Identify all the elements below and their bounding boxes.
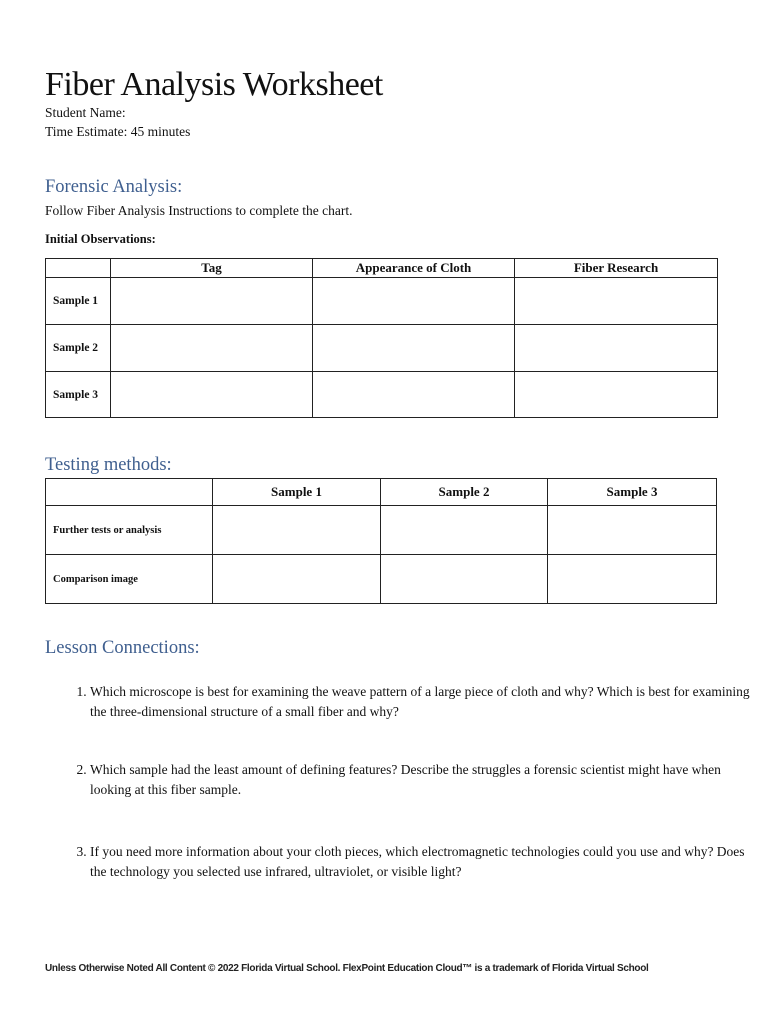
row-label: Sample 3 xyxy=(46,372,111,418)
header-sample-1: Sample 1 xyxy=(213,479,381,506)
table-header-row xyxy=(46,479,717,506)
table-row xyxy=(46,555,717,604)
input-cell[interactable] xyxy=(548,555,717,604)
copyright-footer: Unless Otherwise Noted All Content © 2022 Florida Virtual School. FlexPoint Education Cloud™ is a trademark of Florida Virtual School xyxy=(45,963,649,974)
input-cell[interactable] xyxy=(111,325,313,372)
row-label: Further tests or analysis xyxy=(46,506,213,555)
header-cell xyxy=(46,479,213,506)
input-cell[interactable] xyxy=(515,278,718,325)
input-cell[interactable] xyxy=(381,506,548,555)
row-label: Sample 1 xyxy=(46,278,111,325)
initial-observations-table xyxy=(45,258,718,418)
header-sample-2: Sample 2 xyxy=(381,479,548,506)
table-row xyxy=(46,372,718,418)
row-label: Sample 2 xyxy=(46,325,111,372)
input-cell[interactable] xyxy=(548,506,717,555)
input-cell[interactable] xyxy=(313,372,515,418)
table-header-row xyxy=(46,259,718,278)
input-cell[interactable] xyxy=(111,278,313,325)
input-cell[interactable] xyxy=(515,372,718,418)
forensic-heading: Forensic Analysis: xyxy=(45,177,183,197)
time-estimate: Time Estimate: 45 minutes xyxy=(45,124,191,139)
question-1: 1. Which microscope is best for examining the weave pattern of a large piece of cloth and why? Which is best for examining the three-dimensional structure of a small fiber and why? xyxy=(90,682,760,722)
header-cell xyxy=(46,259,111,278)
table-row xyxy=(46,278,718,325)
testing-heading: Testing methods: xyxy=(45,455,172,475)
input-cell[interactable] xyxy=(111,372,313,418)
initial-observations-label: Initial Observations: xyxy=(45,232,156,246)
header-tag: Tag xyxy=(111,259,313,278)
header-appearance: Appearance of Cloth xyxy=(313,259,515,278)
table-row xyxy=(46,506,717,555)
student-name-label: Student Name: xyxy=(45,105,126,120)
input-cell[interactable] xyxy=(213,555,381,604)
header-fiber-research: Fiber Research xyxy=(515,259,718,278)
question-2: 2. Which sample had the least amount of defining features? Describe the struggles a forensic scientist might have when looking at this fiber sample. xyxy=(90,760,760,800)
input-cell[interactable] xyxy=(213,506,381,555)
question-list xyxy=(45,682,760,882)
input-cell[interactable] xyxy=(381,555,548,604)
input-cell[interactable] xyxy=(515,325,718,372)
testing-methods-table xyxy=(45,478,717,604)
lesson-heading: Lesson Connections: xyxy=(45,638,200,658)
question-3: 3. If you need more information about your cloth pieces, which electromagnetic technologies could you use and why? Does the technology you selected use infrared, ultraviolet, or visible light? xyxy=(90,842,760,882)
page-title: Fiber Analysis Worksheet xyxy=(45,66,383,103)
input-cell[interactable] xyxy=(313,278,515,325)
forensic-instruction: Follow Fiber Analysis Instructions to complete the chart. xyxy=(45,203,353,218)
header-sample-3: Sample 3 xyxy=(548,479,717,506)
table-row xyxy=(46,325,718,372)
input-cell[interactable] xyxy=(313,325,515,372)
row-label: Comparison image xyxy=(46,555,213,604)
